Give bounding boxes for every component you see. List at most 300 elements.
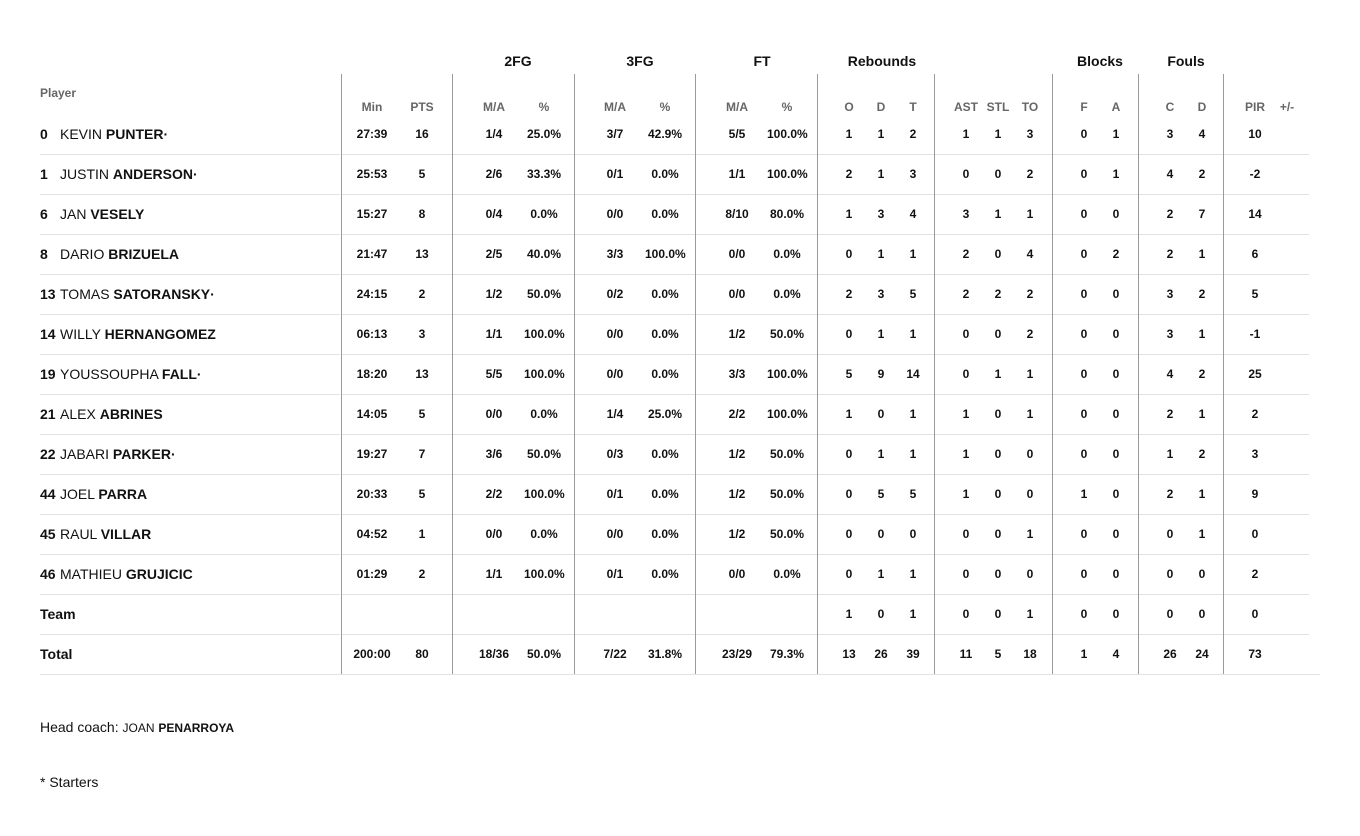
cell-t: 4 xyxy=(909,207,917,221)
header-blk-f: F xyxy=(1080,100,1088,114)
player-name[interactable] xyxy=(60,314,216,354)
cell-fd: 1 xyxy=(1198,247,1206,261)
cell-bf: 0 xyxy=(1080,127,1088,141)
cell-to: 1 xyxy=(1026,207,1034,221)
cell-fg3p: 0.0% xyxy=(651,487,679,501)
cell-fg3: 0/3 xyxy=(606,447,624,461)
cell-o: 1 xyxy=(845,207,853,221)
player-number: 22 xyxy=(40,446,56,462)
cell-pir: 2 xyxy=(1251,567,1259,581)
cell-min: 20:33 xyxy=(356,487,388,501)
cell-fg3: 0/1 xyxy=(606,487,624,501)
cell-fc: 4 xyxy=(1166,367,1174,381)
header-stl: STL xyxy=(986,100,1010,114)
cell-min: 25:53 xyxy=(356,167,388,181)
cell-fc: 3 xyxy=(1166,127,1174,141)
player-first-name: TOMAS xyxy=(60,286,110,302)
table-row xyxy=(40,434,1320,474)
player-first-name: ALEX xyxy=(60,406,96,422)
cell-o: 5 xyxy=(845,367,853,381)
cell-fg3p: 0.0% xyxy=(651,447,679,461)
player-last-name: HERNANGOMEZ xyxy=(104,326,216,342)
cell-t: 1 xyxy=(909,447,917,461)
coach-last-name: PENARROYA xyxy=(158,721,234,735)
cell-o: 0 xyxy=(845,247,853,261)
cell-ast: 0 xyxy=(962,527,970,541)
header-blk-a: A xyxy=(1111,100,1121,114)
cell-ba: 4 xyxy=(1112,647,1120,661)
cell-fd: 0 xyxy=(1198,607,1206,621)
player-name[interactable] xyxy=(60,154,198,194)
team-row xyxy=(40,594,1320,634)
cell-fg2: 18/36 xyxy=(478,647,510,661)
header-pir: PIR xyxy=(1244,100,1265,114)
header-2fg-pct: % xyxy=(538,100,550,114)
group-blocks: Blocks xyxy=(1077,53,1123,69)
cell-fg2: 2/5 xyxy=(485,247,503,261)
cell-ftp: 80.0% xyxy=(769,207,805,221)
cell-ba: 0 xyxy=(1112,327,1120,341)
cell-d: 9 xyxy=(877,367,885,381)
group-ft: FT xyxy=(753,53,771,69)
cell-t: 5 xyxy=(909,287,917,301)
header-reb-d: D xyxy=(876,100,886,114)
head-coach-label: Head coach: xyxy=(40,719,123,735)
cell-ba: 0 xyxy=(1112,487,1120,501)
cell-d: 1 xyxy=(877,447,885,461)
cell-fg3p: 0.0% xyxy=(651,367,679,381)
header-pts: PTS xyxy=(410,100,434,114)
cell-pts: 80 xyxy=(415,647,429,661)
header-to: TO xyxy=(1021,100,1039,114)
cell-ast: 0 xyxy=(962,367,970,381)
cell-pts: 13 xyxy=(415,367,429,381)
cell-to: 3 xyxy=(1026,127,1034,141)
cell-ast: 1 xyxy=(962,487,970,501)
group-fouls: Fouls xyxy=(1167,53,1205,69)
cell-to: 18 xyxy=(1023,647,1037,661)
cell-fc: 2 xyxy=(1166,407,1174,421)
group-2fg: 2FG xyxy=(504,53,532,69)
player-first-name: JOEL xyxy=(60,486,95,502)
cell-ftp: 79.3% xyxy=(769,647,805,661)
cell-bf: 0 xyxy=(1080,327,1088,341)
cell-ba: 0 xyxy=(1112,447,1120,461)
cell-stl: 0 xyxy=(994,327,1002,341)
cell-o: 1 xyxy=(845,407,853,421)
player-number: 13 xyxy=(40,286,56,302)
cell-pir: 3 xyxy=(1251,447,1259,461)
cell-fc: 0 xyxy=(1166,607,1174,621)
cell-fc: 3 xyxy=(1166,287,1174,301)
table-row xyxy=(40,514,1320,554)
cell-fg3: 0/0 xyxy=(606,367,624,381)
cell-ast: 0 xyxy=(962,567,970,581)
cell-fg2p: 50.0% xyxy=(526,447,562,461)
cell-ba: 1 xyxy=(1112,167,1120,181)
table-row xyxy=(40,154,1320,194)
cell-ba: 0 xyxy=(1112,287,1120,301)
cell-fg3: 0/0 xyxy=(606,327,624,341)
player-number: 19 xyxy=(40,366,56,382)
cell-ftp: 0.0% xyxy=(773,287,801,301)
cell-d: 1 xyxy=(877,327,885,341)
table-row xyxy=(40,194,1320,234)
cell-ftp: 50.0% xyxy=(769,487,805,501)
cell-d: 0 xyxy=(877,607,885,621)
cell-fg2: 1/1 xyxy=(485,327,503,341)
cell-fg2: 1/4 xyxy=(485,127,503,141)
cell-fg3p: 42.9% xyxy=(647,127,683,141)
cell-fg3: 3/3 xyxy=(606,247,624,261)
player-first-name: JUSTIN xyxy=(60,166,109,182)
cell-fg3: 0/1 xyxy=(606,567,624,581)
cell-to: 2 xyxy=(1026,167,1034,181)
cell-fc: 26 xyxy=(1163,647,1177,661)
cell-t: 1 xyxy=(909,567,917,581)
table-row xyxy=(40,474,1320,514)
coach-first-name: JOAN xyxy=(122,721,155,735)
cell-to: 4 xyxy=(1026,247,1034,261)
table-row xyxy=(40,554,1320,594)
cell-bf: 0 xyxy=(1080,567,1088,581)
player-last-name: PARKER· xyxy=(112,446,176,462)
cell-pts: 7 xyxy=(418,447,426,461)
player-last-name: ABRINES xyxy=(99,406,163,422)
player-number: 8 xyxy=(40,246,48,262)
cell-o: 2 xyxy=(845,287,853,301)
cell-d: 26 xyxy=(874,647,888,661)
cell-pts: 2 xyxy=(418,287,426,301)
cell-ft: 2/2 xyxy=(728,407,746,421)
player-name[interactable] xyxy=(60,274,215,314)
cell-fg2: 2/2 xyxy=(485,487,503,501)
cell-to: 0 xyxy=(1026,567,1034,581)
cell-o: 1 xyxy=(845,127,853,141)
table-bottom-border xyxy=(40,674,1320,675)
player-name[interactable] xyxy=(60,434,176,474)
cell-fc: 3 xyxy=(1166,327,1174,341)
cell-pir: 6 xyxy=(1251,247,1259,261)
cell-min: 18:20 xyxy=(356,367,388,381)
player-last-name: FALL· xyxy=(161,366,202,382)
player-name[interactable] xyxy=(60,394,163,434)
table-row xyxy=(40,234,1320,274)
cell-fg3: 0/0 xyxy=(606,207,624,221)
cell-ast: 0 xyxy=(962,607,970,621)
cell-t: 1 xyxy=(909,327,917,341)
cell-bf: 0 xyxy=(1080,167,1088,181)
cell-fc: 2 xyxy=(1166,247,1174,261)
cell-to: 1 xyxy=(1026,607,1034,621)
header-foul-c: C xyxy=(1165,100,1175,114)
cell-ftp: 50.0% xyxy=(769,447,805,461)
player-first-name: JABARI xyxy=(60,446,110,462)
cell-stl: 0 xyxy=(994,567,1002,581)
header-3fg-pct: % xyxy=(659,100,671,114)
cell-fd: 2 xyxy=(1198,447,1206,461)
cell-bf: 0 xyxy=(1080,207,1088,221)
cell-fd: 1 xyxy=(1198,407,1206,421)
cell-pir: 2 xyxy=(1251,407,1259,421)
player-name[interactable] xyxy=(60,194,144,234)
cell-d: 1 xyxy=(877,247,885,261)
cell-stl: 0 xyxy=(994,407,1002,421)
cell-bf: 1 xyxy=(1080,487,1088,501)
header-ft-ma: M/A xyxy=(726,100,748,114)
cell-t: 14 xyxy=(906,367,920,381)
player-number: 44 xyxy=(40,486,56,502)
header-3fg-ma: M/A xyxy=(604,100,626,114)
cell-o: 0 xyxy=(845,567,853,581)
cell-min: 04:52 xyxy=(356,527,388,541)
cell-fg2: 5/5 xyxy=(485,367,503,381)
player-last-name: SATORANSKY· xyxy=(113,286,215,302)
cell-ft: 23/29 xyxy=(721,647,753,661)
player-last-name: PUNTER· xyxy=(105,126,169,142)
cell-fg3p: 0.0% xyxy=(651,327,679,341)
header-player: Player xyxy=(40,86,77,100)
cell-ft: 8/10 xyxy=(725,207,749,221)
header-min: Min xyxy=(361,100,383,114)
cell-ast: 1 xyxy=(962,127,970,141)
cell-fg2: 0/0 xyxy=(485,527,503,541)
cell-ft: 1/2 xyxy=(728,327,746,341)
cell-bf: 0 xyxy=(1080,607,1088,621)
cell-t: 1 xyxy=(909,407,917,421)
cell-ba: 0 xyxy=(1112,607,1120,621)
cell-fc: 1 xyxy=(1166,447,1174,461)
cell-t: 3 xyxy=(909,167,917,181)
cell-bf: 0 xyxy=(1080,247,1088,261)
cell-ba: 2 xyxy=(1112,247,1120,261)
cell-pir: 0 xyxy=(1251,607,1259,621)
player-last-name: VILLAR xyxy=(100,526,152,542)
cell-fc: 2 xyxy=(1166,487,1174,501)
cell-min: 21:47 xyxy=(356,247,388,261)
cell-min: 27:39 xyxy=(356,127,388,141)
group-rebounds: Rebounds xyxy=(847,53,917,69)
cell-ft: 1/1 xyxy=(728,167,746,181)
cell-bf: 0 xyxy=(1080,407,1088,421)
cell-to: 1 xyxy=(1026,527,1034,541)
player-name[interactable] xyxy=(60,514,151,554)
cell-fg3p: 0.0% xyxy=(651,567,679,581)
header-reb-t: T xyxy=(909,100,917,114)
group-3fg: 3FG xyxy=(626,53,654,69)
cell-fd: 1 xyxy=(1198,527,1206,541)
cell-stl: 1 xyxy=(994,367,1002,381)
cell-fd: 4 xyxy=(1198,127,1206,141)
player-number: 46 xyxy=(40,566,56,582)
cell-fd: 2 xyxy=(1198,367,1206,381)
cell-pir: -2 xyxy=(1249,167,1261,181)
player-first-name: KEVIN xyxy=(60,126,103,142)
cell-pts: 2 xyxy=(418,567,426,581)
cell-pir: 5 xyxy=(1251,287,1259,301)
player-first-name: YOUSSOUPHA xyxy=(60,366,159,382)
player-number: 14 xyxy=(40,326,56,342)
cell-stl: 0 xyxy=(994,167,1002,181)
header-ast: AST xyxy=(954,100,978,114)
cell-min: 06:13 xyxy=(356,327,388,341)
cell-o: 0 xyxy=(845,447,853,461)
cell-fd: 24 xyxy=(1195,647,1209,661)
cell-pir: 9 xyxy=(1251,487,1259,501)
cell-ft: 0/0 xyxy=(728,247,746,261)
player-name[interactable] xyxy=(60,354,202,394)
cell-to: 0 xyxy=(1026,487,1034,501)
cell-ba: 0 xyxy=(1112,567,1120,581)
cell-ftp: 0.0% xyxy=(773,567,801,581)
cell-ft: 5/5 xyxy=(728,127,746,141)
player-name[interactable] xyxy=(60,114,168,154)
cell-stl: 1 xyxy=(994,127,1002,141)
cell-fg3p: 0.0% xyxy=(651,287,679,301)
cell-o: 0 xyxy=(845,487,853,501)
cell-pts: 5 xyxy=(418,487,426,501)
cell-fg2: 0/4 xyxy=(485,207,503,221)
cell-to: 2 xyxy=(1026,287,1034,301)
cell-ast: 1 xyxy=(962,407,970,421)
player-name[interactable] xyxy=(60,474,147,514)
cell-stl: 1 xyxy=(994,207,1002,221)
cell-ftp: 100.0% xyxy=(767,167,808,181)
cell-min: 14:05 xyxy=(356,407,388,421)
cell-d: 1 xyxy=(877,127,885,141)
cell-fg2p: 50.0% xyxy=(526,287,562,301)
table-row xyxy=(40,114,1320,154)
cell-fd: 1 xyxy=(1198,487,1206,501)
player-name[interactable] xyxy=(60,234,179,274)
cell-stl: 5 xyxy=(994,647,1002,661)
cell-fg2: 0/0 xyxy=(485,407,503,421)
cell-bf: 1 xyxy=(1080,647,1088,661)
table-row xyxy=(40,274,1320,314)
starters-note: * Starters xyxy=(40,774,99,790)
header-ft-pct: % xyxy=(781,100,793,114)
cell-ast: 2 xyxy=(962,287,970,301)
cell-pir: 14 xyxy=(1248,207,1262,221)
cell-fg3p: 0.0% xyxy=(651,527,679,541)
player-last-name: PARRA xyxy=(98,486,148,502)
cell-d: 3 xyxy=(877,207,885,221)
cell-d: 1 xyxy=(877,167,885,181)
cell-ba: 0 xyxy=(1112,367,1120,381)
header-2fg-ma: M/A xyxy=(483,100,505,114)
cell-fg3p: 0.0% xyxy=(651,207,679,221)
cell-fc: 2 xyxy=(1166,207,1174,221)
cell-pir: 0 xyxy=(1251,527,1259,541)
player-number: 6 xyxy=(40,206,48,222)
player-number: 1 xyxy=(40,166,48,182)
cell-stl: 0 xyxy=(994,447,1002,461)
cell-pts: 1 xyxy=(418,527,426,541)
player-last-name: BRIZUELA xyxy=(108,246,180,262)
cell-fg2p: 0.0% xyxy=(530,527,558,541)
cell-ftp: 50.0% xyxy=(769,527,805,541)
player-first-name: WILLY xyxy=(60,326,101,342)
cell-bf: 0 xyxy=(1080,367,1088,381)
cell-bf: 0 xyxy=(1080,287,1088,301)
cell-t: 39 xyxy=(906,647,920,661)
cell-to: 2 xyxy=(1026,327,1034,341)
table-row xyxy=(40,314,1320,354)
cell-ast: 0 xyxy=(962,327,970,341)
cell-t: 2 xyxy=(909,127,917,141)
cell-ast: 1 xyxy=(962,447,970,461)
cell-d: 0 xyxy=(877,407,885,421)
cell-pir: 10 xyxy=(1248,127,1262,141)
cell-fc: 4 xyxy=(1166,167,1174,181)
cell-stl: 2 xyxy=(994,287,1002,301)
cell-fg2p: 40.0% xyxy=(526,247,562,261)
cell-fg3: 0/1 xyxy=(606,167,624,181)
cell-bf: 0 xyxy=(1080,447,1088,461)
cell-to: 1 xyxy=(1026,407,1034,421)
cell-fg2p: 33.3% xyxy=(526,167,562,181)
cell-to: 0 xyxy=(1026,447,1034,461)
cell-t: 5 xyxy=(909,487,917,501)
cell-fg2p: 0.0% xyxy=(530,207,558,221)
cell-ast: 2 xyxy=(962,247,970,261)
header-reb-o: O xyxy=(844,100,854,114)
cell-ast: 3 xyxy=(962,207,970,221)
cell-ast: 0 xyxy=(962,167,970,181)
table-row xyxy=(40,394,1320,434)
cell-o: 0 xyxy=(845,327,853,341)
cell-d: 0 xyxy=(877,527,885,541)
cell-ftp: 0.0% xyxy=(773,247,801,261)
cell-ba: 0 xyxy=(1112,407,1120,421)
cell-t: 1 xyxy=(909,247,917,261)
player-name[interactable] xyxy=(60,554,193,594)
cell-fd: 0 xyxy=(1198,567,1206,581)
cell-ba: 1 xyxy=(1112,127,1120,141)
total-label: Total xyxy=(40,646,73,662)
cell-pts: 3 xyxy=(418,327,426,341)
cell-min: 19:27 xyxy=(356,447,388,461)
cell-ba: 0 xyxy=(1112,207,1120,221)
player-number: 21 xyxy=(40,406,56,422)
cell-o: 13 xyxy=(842,647,856,661)
cell-fc: 0 xyxy=(1166,527,1174,541)
cell-bf: 0 xyxy=(1080,527,1088,541)
cell-d: 1 xyxy=(877,567,885,581)
cell-pts: 13 xyxy=(415,247,429,261)
team-label: Team xyxy=(40,606,76,622)
cell-pts: 5 xyxy=(418,167,426,181)
cell-ft: 3/3 xyxy=(728,367,746,381)
cell-fg2p: 100.0% xyxy=(524,327,565,341)
cell-ft: 1/2 xyxy=(728,447,746,461)
cell-fg2p: 100.0% xyxy=(524,567,565,581)
cell-ftp: 100.0% xyxy=(767,127,808,141)
player-first-name: DARIO xyxy=(60,246,105,262)
player-last-name: VESELY xyxy=(90,206,145,222)
cell-ast: 11 xyxy=(959,647,973,661)
cell-o: 0 xyxy=(845,527,853,541)
cell-fg3: 0/0 xyxy=(606,527,624,541)
cell-fg2p: 0.0% xyxy=(530,407,558,421)
cell-fg3: 7/22 xyxy=(603,647,627,661)
cell-d: 3 xyxy=(877,287,885,301)
cell-fg3p: 100.0% xyxy=(645,247,686,261)
cell-fg3p: 0.0% xyxy=(651,167,679,181)
player-last-name: ANDERSON· xyxy=(112,166,198,182)
cell-ft: 1/2 xyxy=(728,527,746,541)
cell-fg2p: 100.0% xyxy=(524,367,565,381)
